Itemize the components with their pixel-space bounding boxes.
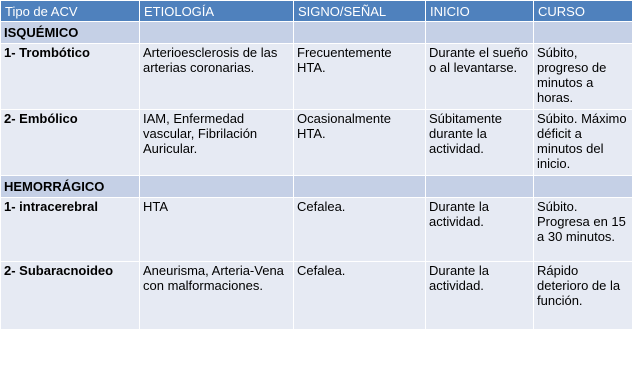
- table-row: [1, 44, 632, 110]
- cell-signo: Ocasionalmente HTA.: [294, 110, 426, 176]
- cell-signo: Cefalea.: [294, 262, 426, 330]
- cell-signo: Frecuentemente HTA.: [294, 44, 426, 110]
- cell-tipo: 1- intracerebral: [1, 198, 140, 262]
- header-signo: SIGNO/SEÑAL: [294, 1, 426, 22]
- header-inicio: INICIO: [426, 1, 534, 22]
- table-row: [1, 110, 632, 176]
- table-row: [1, 262, 632, 330]
- cell-etiologia: HTA: [140, 198, 294, 262]
- section-row-isquemico: [1, 22, 632, 44]
- section-cell: [426, 22, 534, 44]
- table-row: [1, 198, 632, 262]
- cell-curso: Rápido deterioro de la función.: [534, 262, 632, 330]
- cell-etiologia: IAM, Enfermedad vascular, Fibrilación Auricular.: [140, 110, 294, 176]
- cell-curso: Súbito, progreso de minutos a horas.: [534, 44, 632, 110]
- cell-signo: Cefalea.: [294, 198, 426, 262]
- cell-tipo: 1- Trombótico: [1, 44, 140, 110]
- section-title: ISQUÉMICO: [1, 22, 140, 44]
- cell-inicio: Durante la actividad.: [426, 262, 534, 330]
- header-tipo: Tipo de ACV: [1, 1, 140, 22]
- section-cell: [140, 176, 294, 198]
- cell-tipo: 2- Embólico: [1, 110, 140, 176]
- header-curso: CURSO: [534, 1, 632, 22]
- cell-etiologia: Aneurisma, Arteria-Vena con malformaciones.: [140, 262, 294, 330]
- section-cell: [140, 22, 294, 44]
- cell-curso: Súbito. Máximo déficit a minutos del inicio.: [534, 110, 632, 176]
- section-cell: [534, 22, 632, 44]
- section-cell: [294, 22, 426, 44]
- section-cell: [534, 176, 632, 198]
- section-cell: [294, 176, 426, 198]
- cell-curso: Súbito. Progresa en 15 a 30 minutos.: [534, 198, 632, 262]
- header-row: [1, 1, 632, 22]
- cell-inicio: Súbitamente durante la actividad.: [426, 110, 534, 176]
- cell-inicio: Durante la actividad.: [426, 198, 534, 262]
- cell-tipo: 2- Subaracnoideo: [1, 262, 140, 330]
- section-cell: [426, 176, 534, 198]
- section-row-hemorragico: [1, 176, 632, 198]
- header-etiologia: ETIOLOGÍA: [140, 1, 294, 22]
- section-title: HEMORRÁGICO: [1, 176, 140, 198]
- cell-etiologia: Arterioesclerosis de las arterias coronarias.: [140, 44, 294, 110]
- cell-inicio: Durante el sueño o al levantarse.: [426, 44, 534, 110]
